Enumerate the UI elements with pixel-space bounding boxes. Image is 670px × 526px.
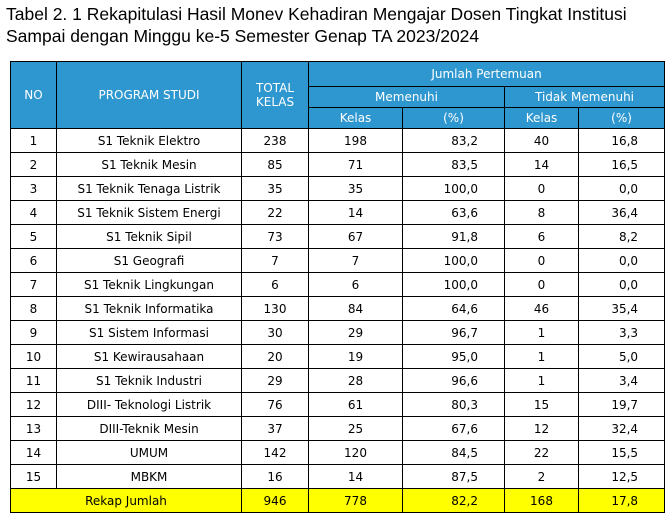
cell-memenuhi-persen: 100,0 [403, 177, 505, 201]
table-row [11, 297, 665, 321]
summary-memenuhi-kelas: 778 [309, 489, 403, 513]
cell-no: 7 [11, 273, 57, 297]
cell-tidak-memenuhi-persen: 0,0 [579, 249, 665, 273]
cell-memenuhi-persen: 100,0 [403, 273, 505, 297]
cell-memenuhi-persen: 87,5 [403, 465, 505, 489]
cell-total: 16 [242, 465, 309, 489]
header-tidak-memenuhi-kelas: Kelas [505, 108, 579, 129]
cell-no: 9 [11, 321, 57, 345]
header-memenuhi-kelas: Kelas [309, 108, 403, 129]
table-row [11, 321, 665, 345]
cell-tidak-memenuhi-kelas: 0 [505, 177, 579, 201]
table-row [11, 369, 665, 393]
cell-tidak-memenuhi-kelas: 14 [505, 153, 579, 177]
table-row [11, 249, 665, 273]
cell-no: 8 [11, 297, 57, 321]
cell-total: 37 [242, 417, 309, 441]
table-row [11, 441, 665, 465]
cell-tidak-memenuhi-kelas: 12 [505, 417, 579, 441]
cell-memenuhi-persen: 100,0 [403, 249, 505, 273]
table-row [11, 225, 665, 249]
cell-memenuhi-kelas: 14 [309, 465, 403, 489]
cell-tidak-memenuhi-persen: 16,5 [579, 153, 665, 177]
cell-no: 13 [11, 417, 57, 441]
cell-program: S1 Geografi [57, 249, 242, 273]
cell-memenuhi-persen: 63,6 [403, 201, 505, 225]
cell-total: 76 [242, 393, 309, 417]
cell-memenuhi-kelas: 19 [309, 345, 403, 369]
cell-tidak-memenuhi-persen: 15,5 [579, 441, 665, 465]
table-row [11, 345, 665, 369]
cell-memenuhi-persen: 91,8 [403, 225, 505, 249]
cell-memenuhi-persen: 83,5 [403, 153, 505, 177]
cell-tidak-memenuhi-kelas: 22 [505, 441, 579, 465]
table-row [11, 393, 665, 417]
table-row [11, 465, 665, 489]
cell-program: DIII-Teknik Mesin [57, 417, 242, 441]
cell-memenuhi-kelas: 67 [309, 225, 403, 249]
cell-no: 14 [11, 441, 57, 465]
cell-total: 20 [242, 345, 309, 369]
header-program-studi: PROGRAM STUDI [57, 62, 242, 129]
table-row [11, 201, 665, 225]
cell-total: 142 [242, 441, 309, 465]
cell-memenuhi-persen: 96,7 [403, 321, 505, 345]
cell-total: 6 [242, 273, 309, 297]
cell-program: S1 Teknik Lingkungan [57, 273, 242, 297]
cell-no: 5 [11, 225, 57, 249]
cell-memenuhi-kelas: 120 [309, 441, 403, 465]
cell-memenuhi-persen: 84,5 [403, 441, 505, 465]
cell-tidak-memenuhi-kelas: 40 [505, 129, 579, 153]
header-memenuhi-persen: (%) [403, 108, 505, 129]
cell-tidak-memenuhi-persen: 3,4 [579, 369, 665, 393]
summary-tidak-memenuhi-kelas: 168 [505, 489, 579, 513]
cell-memenuhi-persen: 96,6 [403, 369, 505, 393]
header-tidak-memenuhi-persen: (%) [579, 108, 665, 129]
cell-total: 22 [242, 201, 309, 225]
cell-memenuhi-persen: 64,6 [403, 297, 505, 321]
cell-tidak-memenuhi-persen: 5,0 [579, 345, 665, 369]
table-row [11, 417, 665, 441]
cell-tidak-memenuhi-persen: 16,8 [579, 129, 665, 153]
cell-tidak-memenuhi-kelas: 0 [505, 249, 579, 273]
header-tidak-memenuhi: Tidak Memenuhi [505, 87, 665, 108]
cell-program: S1 Teknik Industri [57, 369, 242, 393]
cell-no: 2 [11, 153, 57, 177]
caption-line-1: Tabel 2. 1 Rekapitulasi Hasil Monev Kehadiran Mengajar Dosen Tingkat Institusi [6, 4, 627, 24]
cell-tidak-memenuhi-kelas: 8 [505, 201, 579, 225]
cell-tidak-memenuhi-persen: 19,7 [579, 393, 665, 417]
cell-tidak-memenuhi-kelas: 1 [505, 321, 579, 345]
cell-memenuhi-kelas: 84 [309, 297, 403, 321]
cell-tidak-memenuhi-kelas: 0 [505, 273, 579, 297]
header-total-kelas-line-1: TOTAL [255, 81, 295, 95]
cell-program: S1 Teknik Sipil [57, 225, 242, 249]
cell-total: 85 [242, 153, 309, 177]
summary-label: Rekap Jumlah [11, 489, 242, 513]
cell-tidak-memenuhi-kelas: 46 [505, 297, 579, 321]
cell-memenuhi-kelas: 7 [309, 249, 403, 273]
cell-tidak-memenuhi-kelas: 6 [505, 225, 579, 249]
cell-tidak-memenuhi-kelas: 1 [505, 345, 579, 369]
cell-memenuhi-kelas: 71 [309, 153, 403, 177]
cell-memenuhi-persen: 95,0 [403, 345, 505, 369]
cell-tidak-memenuhi-persen: 32,4 [579, 417, 665, 441]
cell-no: 3 [11, 177, 57, 201]
cell-total: 238 [242, 129, 309, 153]
cell-program: MBKM [57, 465, 242, 489]
cell-memenuhi-kelas: 28 [309, 369, 403, 393]
header-memenuhi: Memenuhi [309, 87, 505, 108]
cell-program: S1 Teknik Sistem Energi [57, 201, 242, 225]
cell-no: 6 [11, 249, 57, 273]
cell-program: S1 Teknik Elektro [57, 129, 242, 153]
cell-memenuhi-kelas: 61 [309, 393, 403, 417]
cell-program: S1 Sistem Informasi [57, 321, 242, 345]
table-summary [11, 489, 665, 513]
cell-no: 4 [11, 201, 57, 225]
summary-memenuhi-persen: 82,2 [403, 489, 505, 513]
cell-tidak-memenuhi-persen: 8,2 [579, 225, 665, 249]
cell-memenuhi-kelas: 14 [309, 201, 403, 225]
cell-total: 7 [242, 249, 309, 273]
cell-tidak-memenuhi-persen: 35,4 [579, 297, 665, 321]
header-no: NO [11, 62, 57, 129]
summary-tidak-memenuhi-persen: 17,8 [579, 489, 665, 513]
cell-no: 11 [11, 369, 57, 393]
cell-no: 10 [11, 345, 57, 369]
table-row [11, 153, 665, 177]
cell-no: 15 [11, 465, 57, 489]
cell-memenuhi-kelas: 35 [309, 177, 403, 201]
cell-memenuhi-kelas: 29 [309, 321, 403, 345]
cell-tidak-memenuhi-persen: 0,0 [579, 177, 665, 201]
header-total-kelas-line-2: KELAS [255, 95, 295, 109]
cell-tidak-memenuhi-persen: 12,5 [579, 465, 665, 489]
cell-program: DIII- Teknologi Listrik [57, 393, 242, 417]
cell-memenuhi-persen: 83,2 [403, 129, 505, 153]
cell-total: 130 [242, 297, 309, 321]
header-total-kelas [242, 62, 309, 129]
cell-memenuhi-kelas: 6 [309, 273, 403, 297]
table-row [11, 273, 665, 297]
cell-tidak-memenuhi-persen: 0,0 [579, 273, 665, 297]
cell-program: UMUM [57, 441, 242, 465]
cell-memenuhi-kelas: 25 [309, 417, 403, 441]
cell-total: 29 [242, 369, 309, 393]
cell-memenuhi-kelas: 198 [309, 129, 403, 153]
table-row [11, 129, 665, 153]
cell-tidak-memenuhi-kelas: 15 [505, 393, 579, 417]
header-jumlah-pertemuan: Jumlah Pertemuan [309, 62, 665, 87]
table-row [11, 177, 665, 201]
cell-total: 35 [242, 177, 309, 201]
cell-memenuhi-persen: 67,6 [403, 417, 505, 441]
cell-program: S1 Teknik Informatika [57, 297, 242, 321]
cell-memenuhi-persen: 80,3 [403, 393, 505, 417]
table-header [11, 62, 665, 129]
cell-tidak-memenuhi-persen: 3,3 [579, 321, 665, 345]
cell-program: S1 Teknik Tenaga Listrik [57, 177, 242, 201]
cell-no: 12 [11, 393, 57, 417]
table-caption [6, 3, 668, 47]
cell-program: S1 Teknik Mesin [57, 153, 242, 177]
cell-no: 1 [11, 129, 57, 153]
summary-total: 946 [242, 489, 309, 513]
cell-total: 73 [242, 225, 309, 249]
cell-total: 30 [242, 321, 309, 345]
attendance-table [10, 61, 665, 513]
summary-row [11, 489, 665, 513]
caption-line-2: Sampai dengan Minggu ke-5 Semester Genap TA 2023/2024 [6, 26, 480, 46]
cell-program: S1 Kewirausahaan [57, 345, 242, 369]
cell-tidak-memenuhi-persen: 36,4 [579, 201, 665, 225]
cell-tidak-memenuhi-kelas: 1 [505, 369, 579, 393]
table-body [11, 129, 665, 489]
cell-tidak-memenuhi-kelas: 2 [505, 465, 579, 489]
